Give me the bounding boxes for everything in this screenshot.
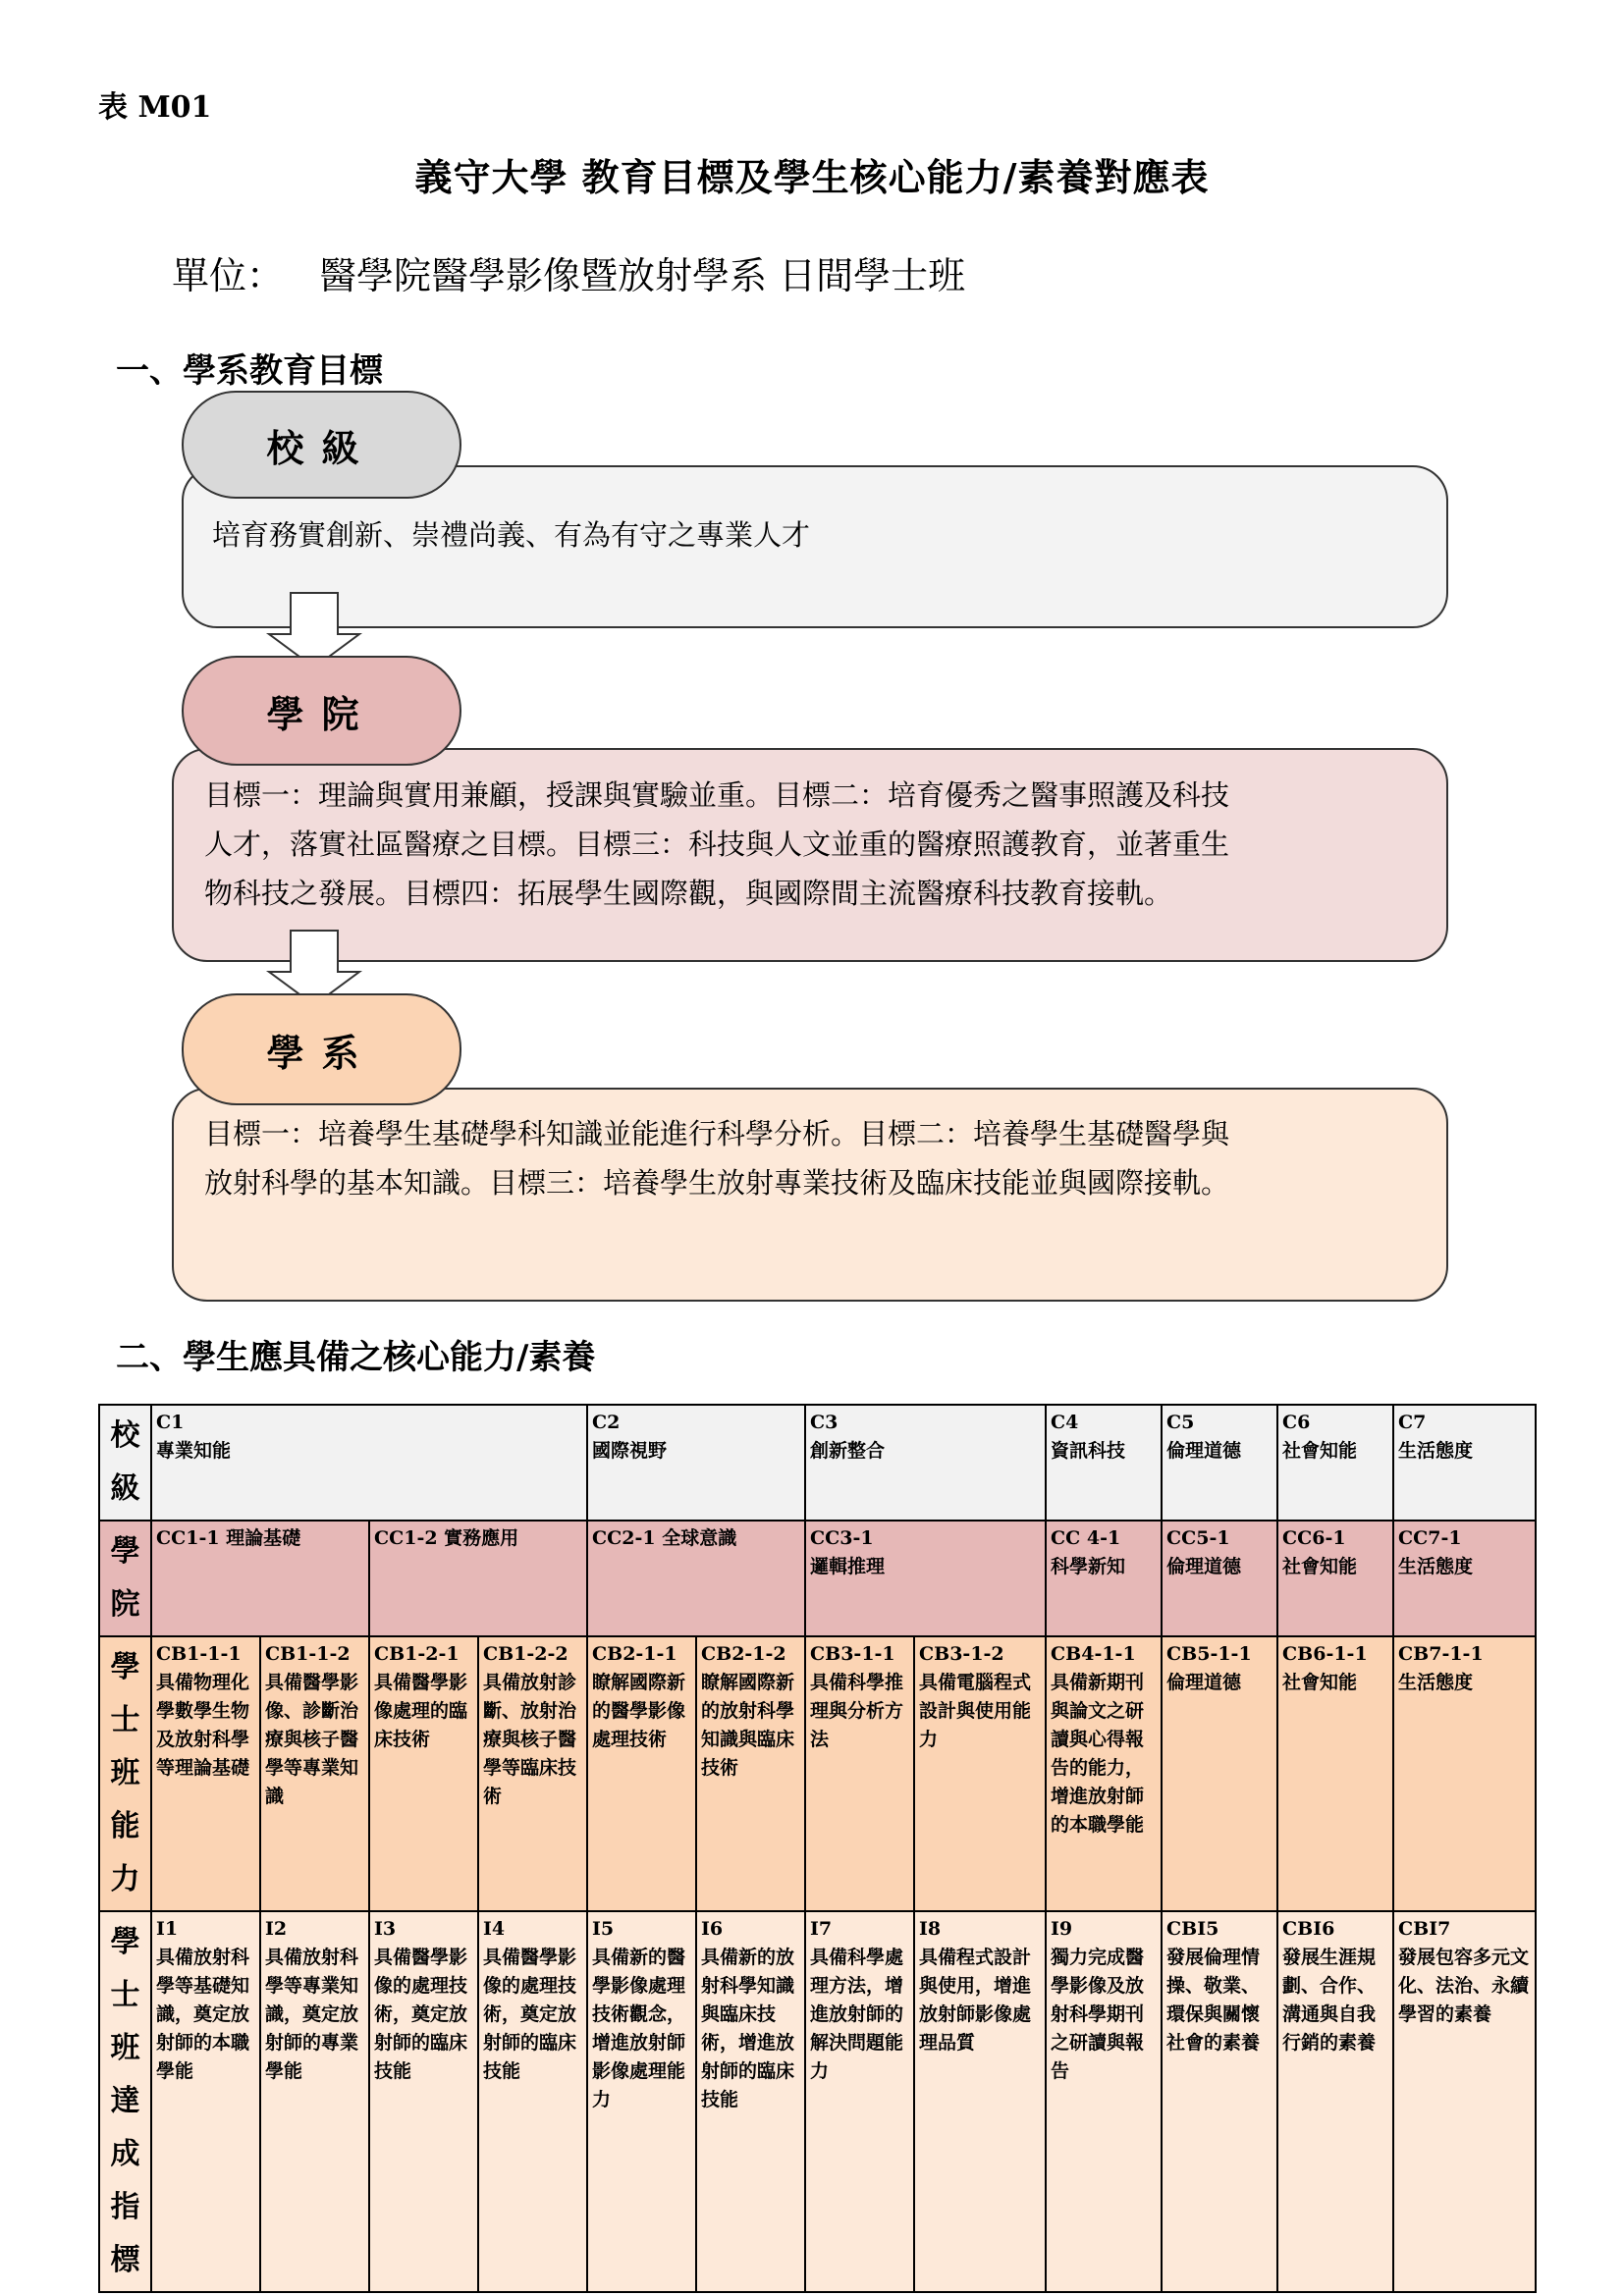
- row-header-indicator: 學士班達成指標: [99, 1911, 151, 2292]
- college-competency-cell: CC6-1 社會知能: [1277, 1521, 1393, 1636]
- school-level-label: 校級: [182, 391, 461, 499]
- ability-cell: CB2-1-2 瞭解國際新的放射科學知識與臨床技術: [696, 1636, 805, 1911]
- college-competency-cell: CC1-2 實務應用: [369, 1521, 587, 1636]
- table-row-indicator: [99, 1911, 1536, 2292]
- indicator-cell: I1 具備放射科學等基礎知識，奠定放射師的本職學能: [151, 1911, 260, 2292]
- section2-heading: 二、學生應具備之核心能力/素養: [116, 1338, 596, 1377]
- ability-cell: CB1-1-1 具備物理化學數學生物及放射科學等理論基礎: [151, 1636, 260, 1911]
- school-competency-cell: C5 倫理道德: [1162, 1405, 1277, 1521]
- indicator-cell: CBI5 發展倫理情操、敬業、環保與關懷社會的素養: [1162, 1911, 1277, 2292]
- indicator-cell: I6 具備新的放射科學知識與臨床技術，增進放射師的臨床技能: [696, 1911, 805, 2292]
- department-goal-line: 目標一：培養學生基礎學科知識並能進行科學分析。目標二：培養學生基礎醫學與: [204, 1117, 1230, 1150]
- ability-cell: CB1-2-2 具備放射診斷、放射治療與核子醫學等臨床技術: [478, 1636, 587, 1911]
- indicator-cell: I9 獨力完成醫學影像及放射科學期刊之研讀與報告: [1046, 1911, 1162, 2292]
- school-competency-cell: C3 創新整合: [805, 1405, 1046, 1521]
- indicator-cell: I2 具備放射科學等專業知識，奠定放射師的專業學能: [260, 1911, 369, 2292]
- college-goal-line: 人才，落實社區醫療之目標。目標三：科技與人文並重的醫療照護教育，並著重生: [204, 828, 1230, 861]
- table-row-bachelor-ability: [99, 1636, 1536, 1911]
- ability-cell: CB4-1-1 具備新期刊與論文之研讀與心得報告的能力，增進放射師的本職學能: [1046, 1636, 1162, 1911]
- department-goal-line: 放射科學的基本知識。目標三：培養學生放射專業技術及臨床技能並與國際接軌。: [204, 1166, 1230, 1200]
- school-goal-text: 培育務實創新、崇禮尚義、有為有守之專業人才: [212, 518, 811, 552]
- unit-line: [172, 245, 965, 299]
- department-level-label: 學系: [182, 993, 461, 1105]
- competency-table: [98, 1404, 1537, 2293]
- document-title: 義守大學 教育目標及學生核心能力/素養對應表: [414, 155, 1210, 199]
- school-competency-cell: C4 資訊科技: [1046, 1405, 1162, 1521]
- row-header-bachelor-ability: 學士班能力: [99, 1636, 151, 1911]
- row-header-college: 學院: [99, 1521, 151, 1636]
- school-competency-cell: C7 生活態度: [1393, 1405, 1536, 1521]
- indicator-cell: I3 具備醫學影像的處理技術，奠定放射師的臨床技能: [369, 1911, 478, 2292]
- college-goal-line: 目標一：理論與實用兼顧，授課與實驗並重。目標二：培育優秀之醫事照護及科技: [204, 778, 1230, 812]
- unit-label: 單位：: [172, 254, 285, 297]
- college-competency-cell: CC5-1 倫理道德: [1162, 1521, 1277, 1636]
- section1-heading: 一、學系教育目標: [116, 351, 383, 391]
- ability-cell: CB6-1-1 社會知能: [1277, 1636, 1393, 1911]
- college-level-label: 學院: [182, 656, 461, 766]
- school-competency-cell: C2 國際視野: [587, 1405, 805, 1521]
- ability-cell: CB5-1-1 倫理道德: [1162, 1636, 1277, 1911]
- ability-cell: CB2-1-1 瞭解國際新的醫學影像處理技術: [587, 1636, 696, 1911]
- college-competency-cell: CC7-1 生活態度: [1393, 1521, 1536, 1636]
- row-header-school: 校級: [99, 1405, 151, 1521]
- indicator-cell: CBI7 發展包容多元文化、法治、永續學習的素養: [1393, 1911, 1536, 2292]
- college-competency-cell: CC1-1 理論基礎: [151, 1521, 369, 1636]
- ability-cell: CB7-1-1 生活態度: [1393, 1636, 1536, 1911]
- school-competency-cell: C1 專業知能: [151, 1405, 587, 1521]
- form-code: 表 M01: [98, 90, 212, 125]
- ability-cell: CB1-2-1 具備醫學影像處理的臨床技術: [369, 1636, 478, 1911]
- ability-cell: CB3-1-1 具備科學推理與分析方法: [805, 1636, 914, 1911]
- table-row-school: [99, 1405, 1536, 1521]
- college-competency-cell: CC3-1 邏輯推理: [805, 1521, 1046, 1636]
- ability-cell: CB3-1-2 具備電腦程式設計與使用能力: [914, 1636, 1046, 1911]
- college-competency-cell: CC2-1 全球意識: [587, 1521, 805, 1636]
- table-row-college: [99, 1521, 1536, 1636]
- college-competency-cell: CC 4-1 科學新知: [1046, 1521, 1162, 1636]
- college-goal-text: [204, 771, 1402, 918]
- indicator-cell: I5 具備新的醫學影像處理技術觀念，增進放射師影像處理能力: [587, 1911, 696, 2292]
- unit-name: 醫學院醫學影像暨放射學系 日間學士班: [319, 254, 966, 297]
- indicator-cell: I8 具備程式設計與使用，增進放射師影像處理品質: [914, 1911, 1046, 2292]
- indicator-cell: I7 具備科學處理方法，增進放射師的解決問題能力: [805, 1911, 914, 2292]
- department-goal-text: [204, 1109, 1402, 1207]
- college-goal-line: 物科技之發展。目標四：拓展學生國際觀，與國際間主流醫療科技教育接軌。: [204, 877, 1173, 910]
- school-competency-cell: C6 社會知能: [1277, 1405, 1393, 1521]
- indicator-cell: CBI6 發展生涯規劃、合作、溝通與自我行銷的素養: [1277, 1911, 1393, 2292]
- indicator-cell: I4 具備醫學影像的處理技術，奠定放射師的臨床技能: [478, 1911, 587, 2292]
- ability-cell: CB1-1-2 具備醫學影像、診斷治療與核子醫學等專業知識: [260, 1636, 369, 1911]
